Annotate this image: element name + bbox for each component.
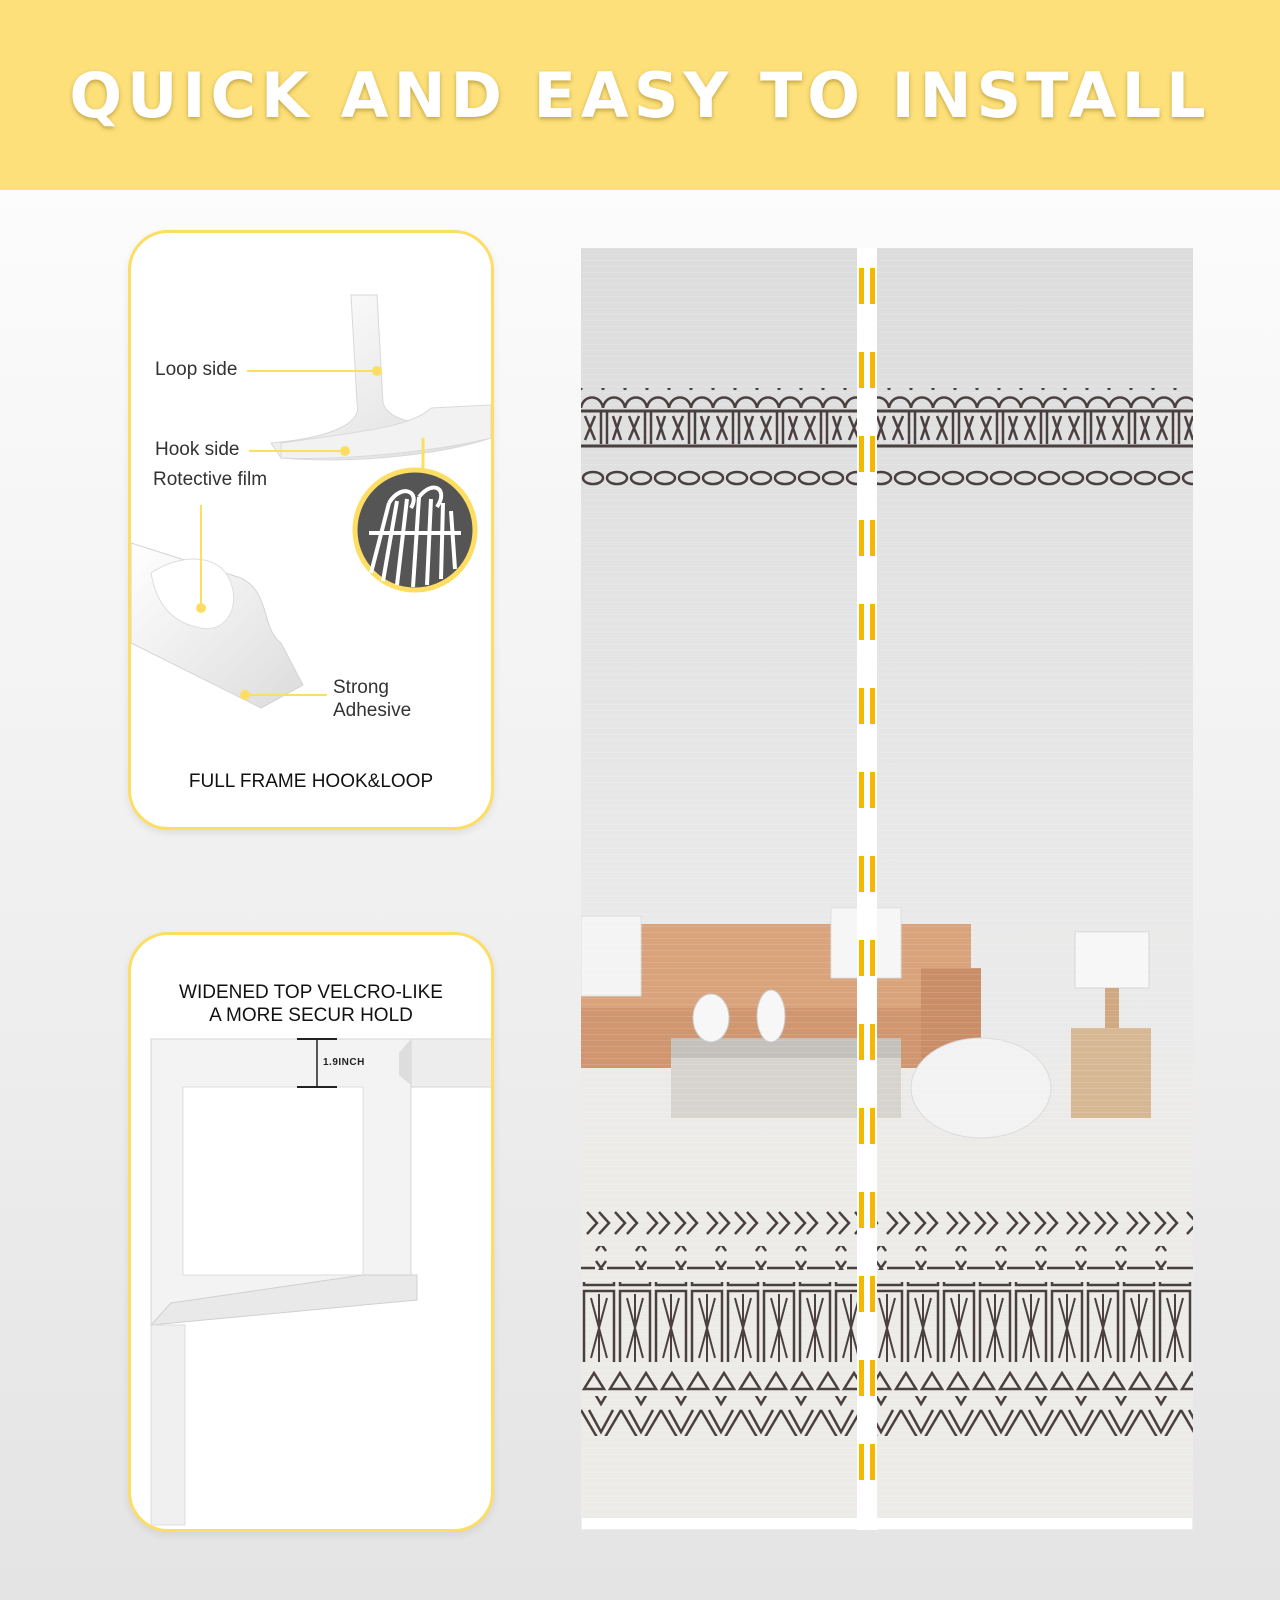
hook-side-dot xyxy=(340,446,350,456)
hook-loop-illustration xyxy=(131,233,494,830)
hook-loop-card xyxy=(128,230,494,830)
top-pattern-band xyxy=(581,388,1193,490)
page-title: QUICK AND EASY TO INSTALL xyxy=(69,58,1211,132)
protective-film-dot xyxy=(196,603,206,613)
header-banner xyxy=(0,0,1280,190)
widened-top-caption-2: A MORE SECUR HOLD xyxy=(209,1005,413,1026)
loop-side-label: Loop side xyxy=(155,359,238,380)
loop-side-dot xyxy=(372,366,382,376)
magnetic-door-screen xyxy=(581,248,1193,1530)
adhesive-dot xyxy=(240,690,250,700)
adhesive-label: Adhesive xyxy=(333,700,412,721)
strong-label: Strong xyxy=(333,677,389,698)
hook-side-label: Hook side xyxy=(155,439,240,460)
hook-loop-caption: FULL FRAME HOOK&LOOP xyxy=(188,771,434,792)
widened-top-card xyxy=(128,932,494,1532)
velcro-frame-illustration xyxy=(131,935,494,1532)
widened-top-caption-1: WIDENED TOP VELCRO-LIKE xyxy=(179,982,443,1003)
protective-film-label: Rotective film xyxy=(153,469,268,490)
measurement-label: 1.9INCH xyxy=(323,1057,365,1068)
